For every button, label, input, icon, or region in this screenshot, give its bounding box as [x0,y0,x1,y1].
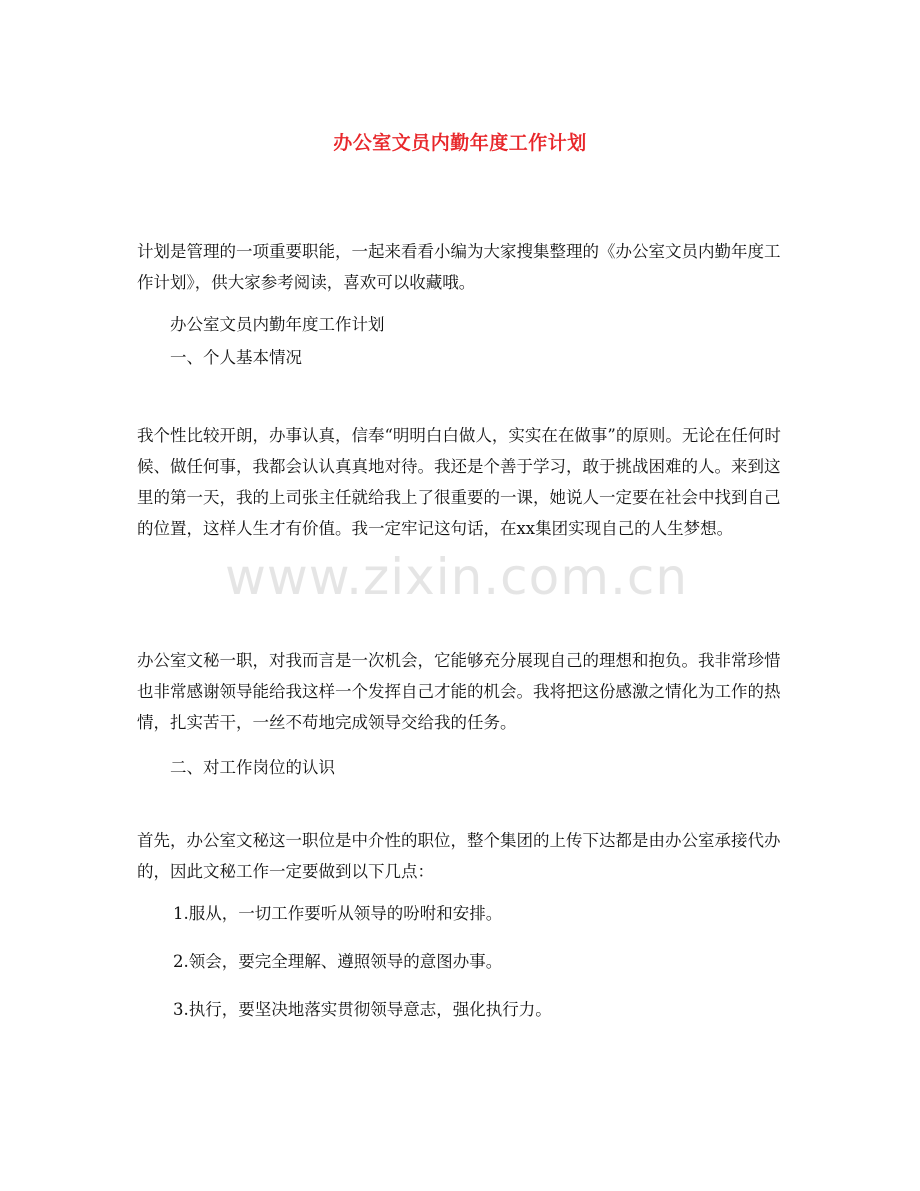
section1-paragraph-1: 我个性比较开朗，办事认真，信奉“明明白白做人，实实在在做事”的原则。无论在任何时候、做任何事，我都会认认真真地对待。我还是个善于学习，敢于挑战困难的人。来到这里的第一天，我的上司张主任就给我上了很重要的一课，她说人一定要在社会中找到自己的位置，这样人生才有价值。我一定牢记这句话，在xx集团实现自己的人生梦想。 [137,426,781,538]
watermark: www.zixin.com.cn [225,548,689,606]
list-item: 1.服从，一切工作要听从领导的吩咐和安排。 [173,904,503,923]
document-title: 办公室文员内勤年度工作计划 [333,132,587,154]
document-subtitle: 办公室文员内勤年度工作计划 [170,315,385,334]
list-item: 3.执行，要坚决地落实贯彻领导意志，强化执行力。 [173,1000,552,1019]
section1-paragraph-2: 办公室文秘一职，对我而言是一次机会，它能够充分展现自己的理想和抱负。我非常珍惜也非常感谢领导能给我这样一个发挥自己才能的机会。我将把这份感激之情化为工作的热情，扎实苦干，一丝不苟地完成领导交给我的任务。 [137,651,781,732]
list-item: 2.领会，要完全理解、遵照领导的意图办事。 [173,952,503,971]
intro-paragraph: 计划是管理的一项重要职能，一起来看看小编为大家搜集整理的《办公室文员内勤年度工作计划》，供大家参考阅读，喜欢可以收藏哦。 [137,242,781,292]
section2-heading: 二、对工作岗位的认识 [170,758,335,777]
section1-heading: 一、个人基本情况 [170,348,302,367]
section2-paragraph-1: 首先，办公室文秘这一职位是中介性的职位，整个集团的上传下达都是由办公室承接代办的，因此文秘工作一定要做到以下几点： [137,831,781,881]
